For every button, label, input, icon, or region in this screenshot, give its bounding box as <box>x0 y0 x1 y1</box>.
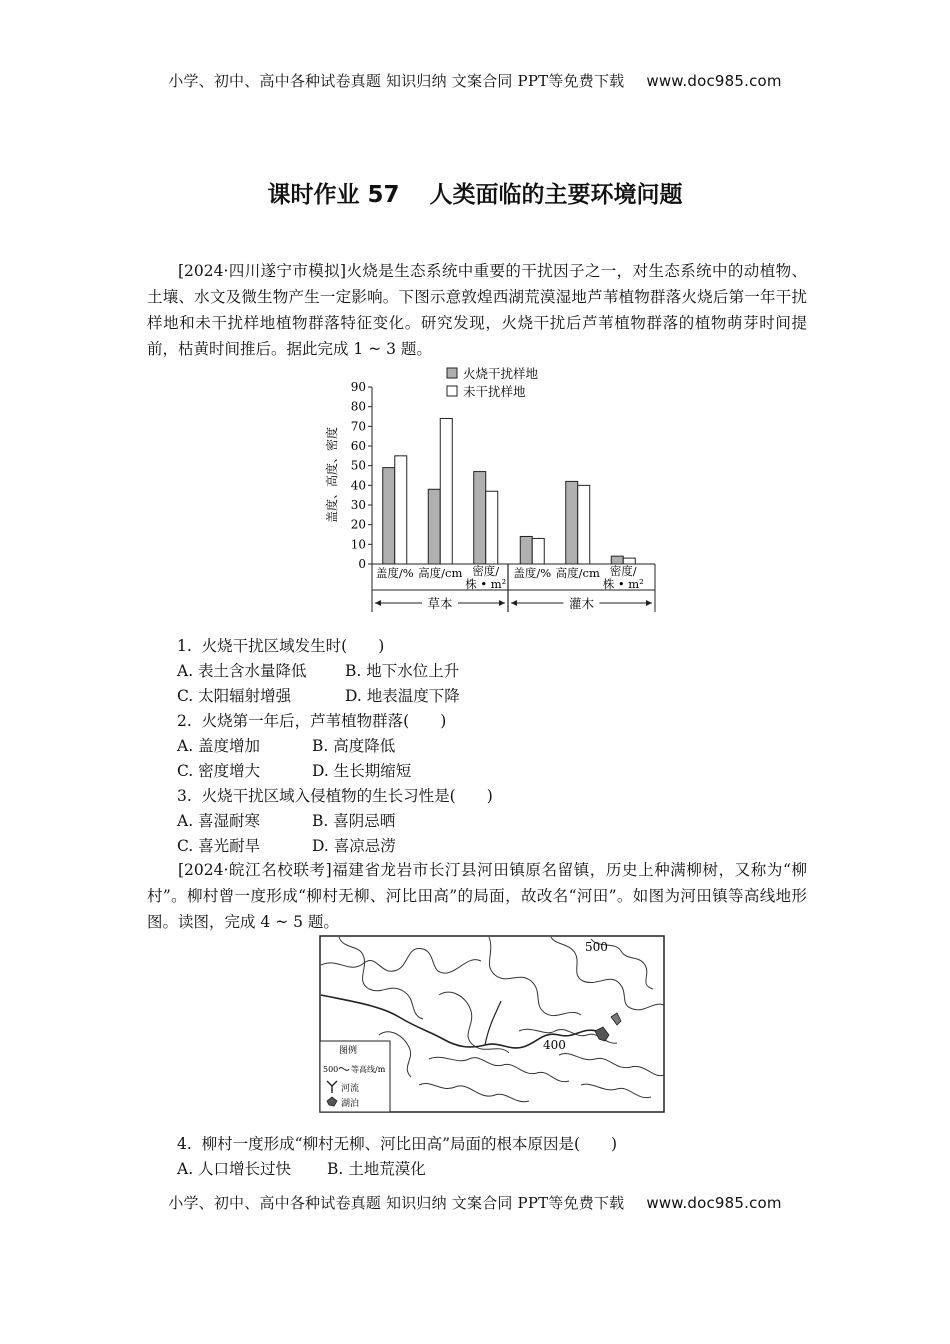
bar-unburned <box>395 456 407 564</box>
y-tick-label: 20 <box>350 517 366 532</box>
group-label: 草本 <box>427 596 453 611</box>
bar-burned <box>474 472 486 564</box>
question-3-stem: 3. 火烧干扰区域入侵植物的生长习性是( ) <box>177 787 493 805</box>
legend-label: 未干扰样地 <box>463 384 526 399</box>
bar-burned <box>520 536 532 564</box>
bar-unburned <box>578 485 590 564</box>
footer-url[interactable]: www.doc985.com <box>646 1194 782 1212</box>
bar-burned <box>566 481 578 564</box>
contour-map <box>319 935 665 1113</box>
passage-2: [2024·皖江名校联考]福建省龙岩市长汀县河田镇原名留镇，历史上种满柳树，又称为“柳村”。柳村曾一度形成“柳村无柳、河比田高”的局面，故改名“河田”。如图为河田镇等高线地形图。读图，完成 4 ~ 5 题。 <box>147 861 807 931</box>
group-arrowhead <box>499 600 505 606</box>
category-label: 密度/ <box>472 564 500 578</box>
y-tick-label: 70 <box>350 419 366 434</box>
category-label: 盖度/% <box>513 566 552 580</box>
category-label: 盖度/% <box>375 566 414 580</box>
legend-swatch-unburned <box>447 386 457 396</box>
y-axis-label: 盖度、高度、密度 <box>325 426 339 524</box>
question-1-options-row-2 <box>177 686 460 706</box>
group-arrowhead <box>375 600 381 606</box>
question-2-options-row-2 <box>177 761 412 781</box>
option-text[interactable]: C. 喜光耐旱 <box>177 837 261 855</box>
group-label: 灌木 <box>568 596 595 611</box>
question-4-options-row-1 <box>177 1159 426 1179</box>
y-tick-label: 30 <box>350 498 366 512</box>
option-text[interactable]: A. 表土含水量降低 <box>177 662 307 680</box>
bar-burned <box>428 489 440 564</box>
legend-contour-sample: 500 <box>323 1065 339 1074</box>
group-arrowhead <box>511 600 517 606</box>
bar-burned <box>383 468 395 564</box>
option-text[interactable]: B. 土地荒漠化 <box>327 1160 426 1178</box>
question-2-stem: 2. 火烧第一年后，芦苇植物群落( ) <box>177 712 447 730</box>
map-legend <box>320 1041 390 1112</box>
bar-unburned <box>440 418 452 564</box>
option-text[interactable]: C. 密度增大 <box>177 762 261 780</box>
legend-river: 河流 <box>341 1084 360 1094</box>
category-label: 高度/cm <box>418 566 463 580</box>
question-3-options-row-2 <box>177 836 396 856</box>
question-2-options-row-1 <box>177 736 396 756</box>
bar-unburned <box>486 491 498 564</box>
y-tick-label: 50 <box>350 458 366 473</box>
option-text[interactable]: D. 生长期缩短 <box>312 762 412 780</box>
contour-label-500: 500 <box>585 940 608 954</box>
option-text[interactable]: D. 地表温度下降 <box>345 687 460 705</box>
header-text: 小学、初中、高中各种试卷真题 知识归纳 文案合同 PPT等免费下载 <box>168 72 625 90</box>
y-tick-label: 40 <box>350 478 366 493</box>
passage-1: [2024·四川遂宁市模拟]火烧是生态系统中重要的干扰因子之一，对生态系统中的动植物、土壤、水文及微生物产生一定影响。下图示意敦煌西湖荒漠湿地芦苇植物群落火烧后第一年干扰样地和未干扰样地植物群落特征变化。研究发现，火烧干扰后芦苇植物群落的植物萌芽时间提前，枯黄时间推后。据此完成 1 ~ 3 题。 <box>147 262 807 358</box>
option-text[interactable]: B. 喜阴忌晒 <box>312 812 396 830</box>
title-main: 人类面临的主要环境问题 <box>429 182 683 208</box>
footer-text: 小学、初中、高中各种试卷真题 知识归纳 文案合同 PPT等免费下载 <box>168 1194 625 1212</box>
page-header <box>0 70 950 91</box>
bar-unburned <box>532 538 544 564</box>
question-3-options-row-1 <box>177 811 396 831</box>
contour-label-400: 400 <box>543 1038 566 1052</box>
option-text[interactable]: A. 盖度增加 <box>177 737 261 755</box>
legend-swatch-burned <box>447 368 457 378</box>
category-label: 高度/cm <box>555 566 600 580</box>
category-label: 株 • m² <box>465 577 507 591</box>
y-tick-label: 60 <box>350 439 366 453</box>
category-label: 密度/ <box>609 564 637 578</box>
legend-contour: 等高线/m <box>351 1065 386 1074</box>
option-text[interactable]: A. 喜湿耐寒 <box>177 812 261 830</box>
question-1-stem: 1. 火烧干扰区域发生时( ) <box>177 637 385 655</box>
title-prefix: 课时作业 57 <box>267 182 400 208</box>
option-text[interactable]: B. 高度降低 <box>312 737 396 755</box>
legend-label: 火烧干扰样地 <box>463 366 539 381</box>
group-arrowhead <box>646 600 652 606</box>
legend-lake: 湖泊 <box>341 1099 360 1109</box>
y-tick-label: 0 <box>358 557 366 571</box>
page-footer <box>0 1192 950 1213</box>
page-title <box>0 176 950 209</box>
y-tick-label: 10 <box>350 537 366 552</box>
bar-chart <box>318 365 664 617</box>
header-url[interactable]: www.doc985.com <box>646 72 782 90</box>
option-text[interactable]: B. 地下水位上升 <box>345 662 460 680</box>
option-text[interactable]: C. 太阳辐射增强 <box>177 687 292 705</box>
option-text[interactable]: D. 喜凉忌涝 <box>312 837 396 855</box>
y-tick-label: 80 <box>350 399 366 414</box>
question-4-stem: 4. 柳村一度形成“柳村无柳、河比田高”局面的根本原因是( ) <box>177 1135 618 1153</box>
legend-title: 图例 <box>339 1046 358 1056</box>
category-label: 株 • m² <box>602 577 644 591</box>
bar-burned <box>611 556 623 564</box>
option-text[interactable]: A. 人口增长过快 <box>177 1160 292 1178</box>
y-tick-label: 90 <box>350 380 366 394</box>
question-1-options-row-1 <box>177 661 460 681</box>
